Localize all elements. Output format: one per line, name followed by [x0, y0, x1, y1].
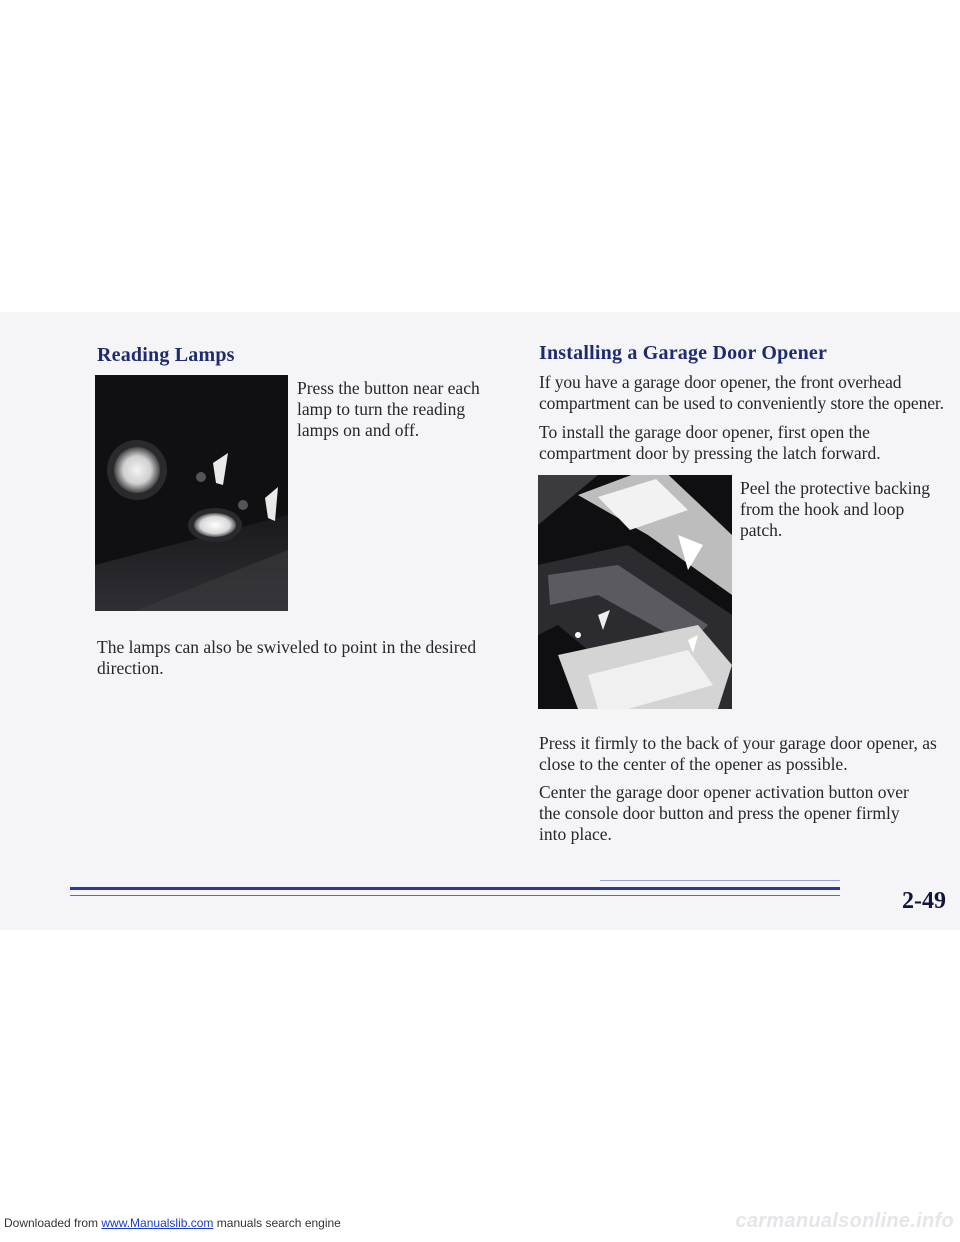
footer-rule-thick: [70, 887, 840, 890]
download-suffix: manuals search engine: [213, 1216, 341, 1230]
reading-lamps-instruction: Press the button near each lamp to turn the reading lamps on and off.: [297, 378, 480, 440]
watermark-text: carmanualsonline.info: [735, 1210, 954, 1232]
page-number: 2-49: [902, 888, 946, 914]
press-firmly-instruction: Press it firmly to the back of your garage door opener, as close to the center of the opener as possible.: [539, 733, 937, 774]
manual-page: [0, 312, 960, 930]
manualslib-link[interactable]: www.Manualslib.com: [101, 1216, 214, 1230]
garage-opener-photo: [538, 475, 732, 709]
download-source: [4, 1216, 341, 1230]
peel-backing-instruction: Peel the protective backing from the hook and loop patch.: [740, 478, 930, 540]
download-prefix: Downloaded from: [4, 1216, 102, 1230]
center-opener-instruction: Center the garage door opener activation button over the console door button and press the opener firmly into place.: [539, 782, 909, 844]
footer-rule-accent: [600, 880, 840, 881]
garage-opener-intro: If you have a garage door opener, the front overhead compartment can be used to conveniently store the opener.: [539, 372, 944, 413]
garage-opener-open-compartment: To install the garage door opener, first open the compartment door by pressing the latch forward.: [539, 422, 881, 463]
footer-rule-thin: [70, 895, 840, 896]
reading-lamps-swivel-note: The lamps can also be swiveled to point in the desired direction.: [97, 637, 477, 678]
download-footer: [0, 1210, 960, 1236]
garage-door-opener-heading: Installing a Garage Door Opener: [539, 342, 828, 364]
reading-lamps-heading: Reading Lamps: [97, 344, 235, 366]
reading-lamps-photo: [95, 375, 288, 611]
